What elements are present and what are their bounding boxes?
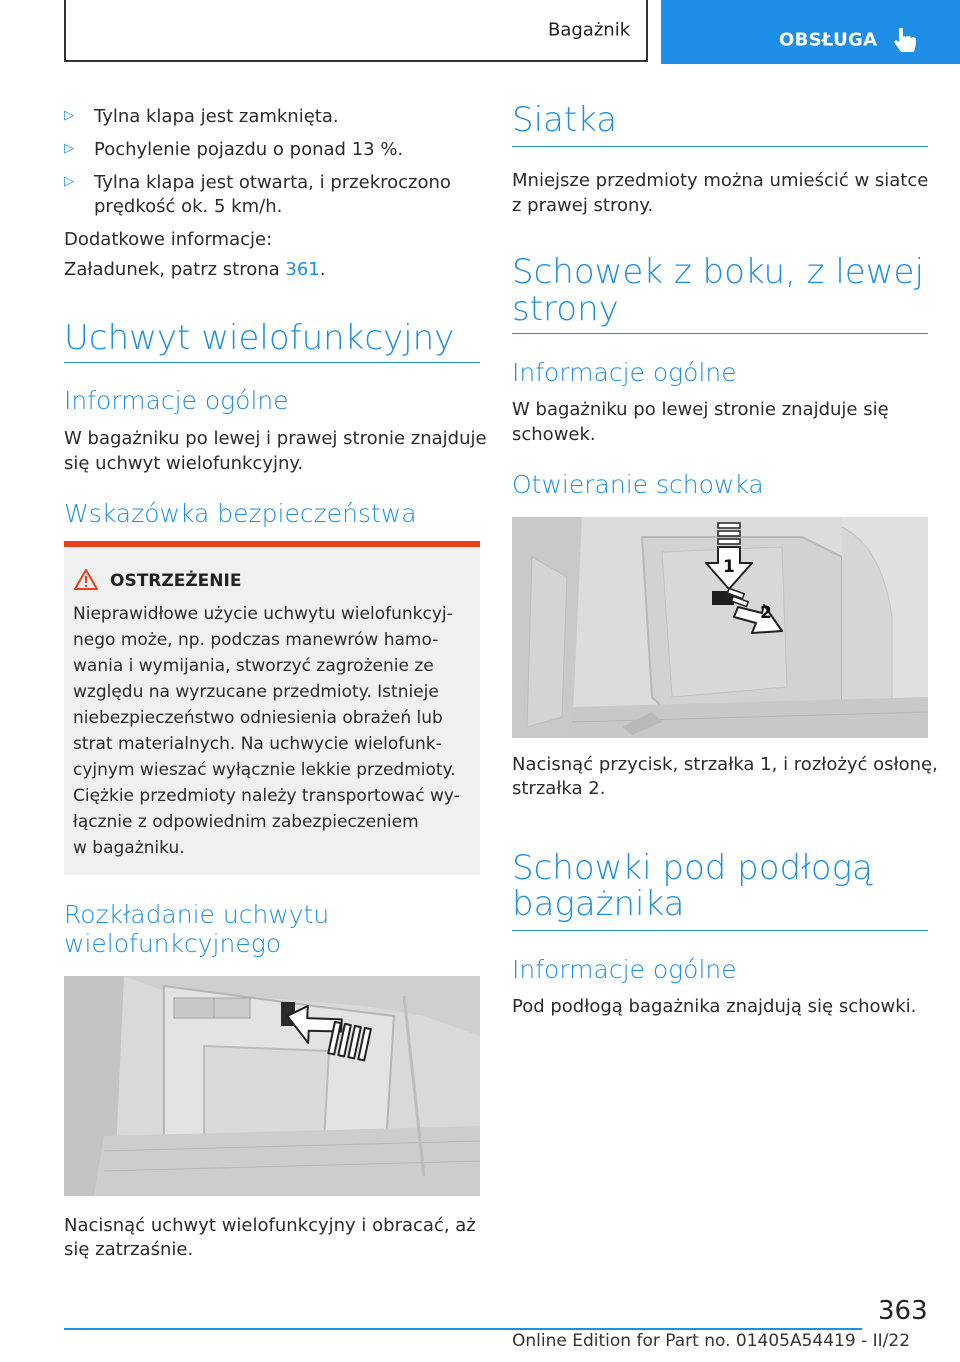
- header-section-title: Bagażnik: [548, 19, 631, 41]
- header-tab-label: OBSŁUGA: [779, 29, 878, 51]
- bullet-marker: ▷: [64, 174, 74, 189]
- subheading-general: Informacje ogólne: [64, 386, 289, 415]
- warning-line: w bagażniku.: [73, 838, 185, 858]
- paragraph-line: Mniejsze przedmioty można umieścić w siatce: [512, 170, 929, 191]
- warning-line: nego może, np. podczas manewrów hamo-: [73, 630, 439, 650]
- bullet-marker: ▷: [64, 141, 74, 156]
- arrow-2-label: 2: [760, 603, 772, 623]
- footer-edition: Online Edition for Part no. 01405A54419 - II/22: [512, 1331, 911, 1351]
- subheading-unfold: Rozkładanie uchwytu: [64, 900, 330, 929]
- caption-line: Nacisnąć przycisk, strzałka 1, i rozłożyć osłonę,: [512, 754, 938, 775]
- page-number: 363: [878, 1296, 928, 1326]
- caption-line: strzałka 2.: [512, 778, 606, 799]
- paragraph-line: W bagażniku po lewej stronie znajduje się: [512, 399, 889, 420]
- warning-line: strat materialnych. Na uchwycie wielofunk-: [73, 734, 442, 754]
- bullet-item: Tylna klapa jest otwarta, i przekroczono: [94, 172, 451, 193]
- heading-rule: [512, 146, 928, 147]
- heading-underfloor-line2: bagażnika: [512, 884, 685, 924]
- warning-body: [73, 601, 475, 861]
- bullet-item-continuation: prędkość ok. 5 km/h.: [94, 196, 283, 217]
- bullet-item: Pochylenie pojazdu o ponad 13 %.: [94, 139, 404, 160]
- heading-rule: [64, 362, 480, 363]
- warning-line: wania i wymijania, stworzyć zagrożenie ze: [73, 656, 434, 676]
- loading-reference: [64, 256, 325, 283]
- subheading-unfold-line2: wielofunkcyjnego: [64, 929, 281, 958]
- paragraph-line: się uchwyt wielofunkcyjny.: [64, 453, 304, 474]
- page-link[interactable]: 361: [285, 259, 320, 280]
- arrow-1-label: 1: [723, 557, 735, 577]
- warning-triangle-icon: [73, 568, 99, 591]
- subheading-opening: Otwieranie schowka: [512, 470, 764, 499]
- caption-line: się zatrzaśnie.: [64, 1239, 194, 1260]
- loading-suffix: .: [319, 259, 326, 280]
- warning-line: Ciężkie przedmioty należy transportować wy-: [73, 786, 460, 806]
- heading-side-compartment-line2: strony: [512, 289, 619, 329]
- heading-net: Siatka: [512, 100, 618, 140]
- paragraph-line: W bagażniku po lewej i prawej stronie znajduje: [64, 428, 487, 449]
- warning-line: niebezpieczeństwo odniesienia obrażeń lub: [73, 708, 443, 728]
- caption-line: Nacisnąć uchwyt wielofunkcyjny i obracać, aż: [64, 1215, 476, 1236]
- paragraph-line: Pod podłogą bagażnika znajdują się schowki.: [512, 996, 917, 1017]
- warning-line: Nieprawidłowe użycie uchwytu wielofunkcyj-: [73, 604, 453, 624]
- heading-side-compartment: Schowek z boku, z lewej: [512, 252, 924, 292]
- warning-line: względu na wyrzucane przedmioty. Istnieje: [73, 682, 439, 702]
- bullet-marker: ▷: [64, 108, 74, 123]
- pointing-hand-icon: [893, 26, 919, 56]
- warning-line: cyjnym wieszać wyłącznie lekkie przedmioty.: [73, 760, 456, 780]
- subheading-safety: Wskazówka bezpieczeństwa: [64, 499, 417, 528]
- heading-underfloor: Schowki pod podłogą: [512, 848, 873, 888]
- subheading-general: Informacje ogólne: [512, 358, 737, 387]
- paragraph-line: z prawej strony.: [512, 195, 654, 216]
- bullet-item: Tylna klapa jest zamknięta.: [94, 106, 339, 127]
- warning-line: łącznie z odpowiednim zabezpieczeniem: [73, 812, 419, 832]
- heading-multifunction-hook: Uchwyt wielofunkcyjny: [64, 318, 455, 358]
- subheading-general: Informacje ogólne: [512, 955, 737, 984]
- footer-rule: [64, 1328, 862, 1330]
- more-info-label: Dodatkowe informacje:: [64, 229, 273, 250]
- heading-rule: [512, 333, 928, 334]
- loading-prefix: Załadunek, patrz strona: [64, 259, 286, 280]
- heading-rule: [512, 930, 928, 931]
- paragraph-line: schowek.: [512, 424, 596, 445]
- side-compartment-photo: [512, 517, 928, 738]
- warning-title: OSTRZEŻENIE: [110, 571, 242, 591]
- trunk-hook-photo: [64, 976, 480, 1196]
- warning-bar: [64, 541, 480, 547]
